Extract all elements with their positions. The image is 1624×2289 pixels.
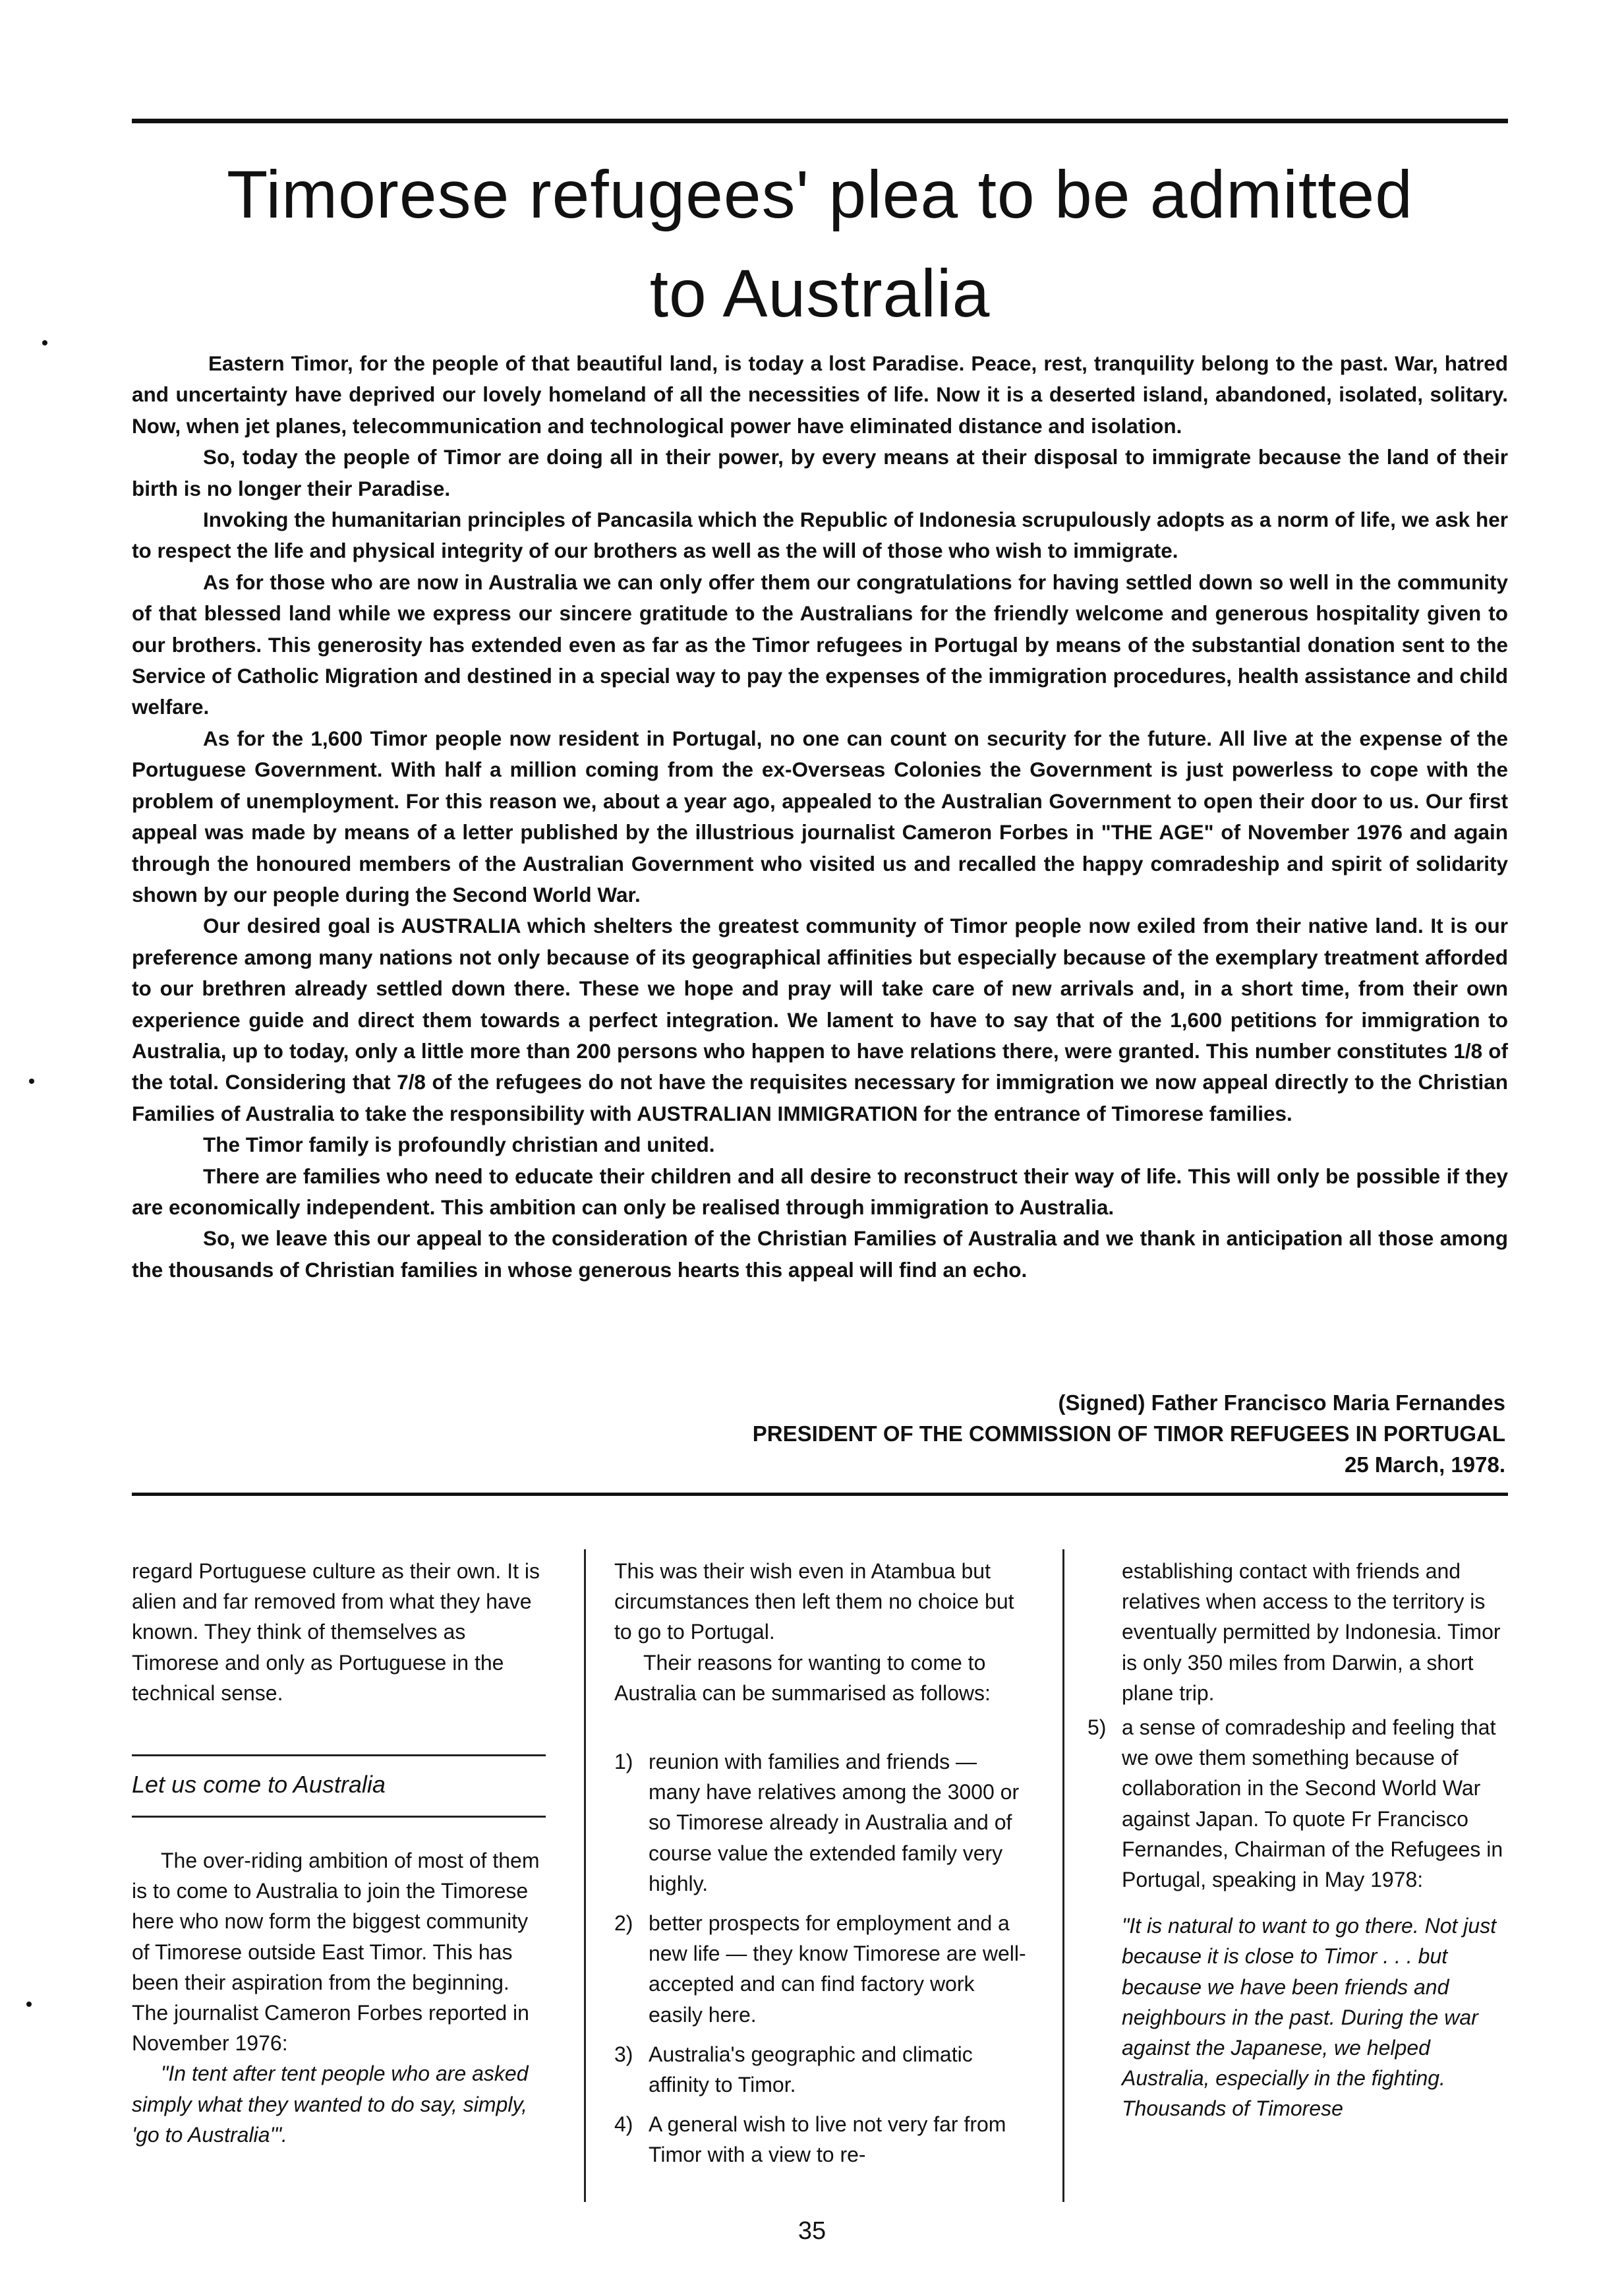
signature-date: 25 March, 1978. [1345, 1452, 1505, 1477]
list-item [614, 2039, 1030, 2100]
column-1 [132, 1556, 546, 2150]
list-item [1088, 1712, 1509, 1895]
list-text: reunion with families and friends — many have relatives among the 3000 or so Timorese already in Australia and of course value the extended family very highly. [649, 1750, 1020, 1895]
list-item [614, 1746, 1030, 1899]
list-number: 4) [614, 2112, 633, 2137]
column-1-intro: regard Portuguese culture as their own. It is alien and far removed from what they have known. They think of themselves as Timorese and only as Portuguese in the technical sense. [132, 1559, 540, 1705]
list-text: A general wish to live not very far from Timor with a view to re- [649, 2112, 1006, 2167]
letter-paragraph: The Timor family is profoundly christian and united. [203, 1133, 715, 1157]
signature-name: (Signed) Father Francisco Maria Fernandes [1058, 1390, 1505, 1415]
letter-paragraph: Invoking the humanitarian principles of Pancasila which the Republic of Indonesia scrupulously adopts as a norm of life, we ask her to respect the life and physical integrity of our brothers as well as the will of those who wish to immigrate. [132, 508, 1508, 563]
page-number: 35 [798, 2217, 826, 2245]
letter-signature [319, 1387, 1505, 1480]
refugee-letter [132, 348, 1508, 1286]
subhead-rule-top [132, 1754, 546, 1756]
list-number: 5) [1088, 1715, 1107, 1740]
column-3-continuation: establishing contact with friends and relatives when access to the territory is eventually permitted by Indonesia. Timor is only 350 miles from Darwin, a short plane trip. [1122, 1559, 1501, 1705]
column-1-body: The over-riding ambition of most of them is to come to Australia to join the Timorese here who now form the biggest community of Timorese outside East Timor. This has been their aspiration from the beginning. The journalist Cameron Forbes reported in November 1976: [132, 1849, 540, 2056]
list-number: 3) [614, 2042, 633, 2066]
column-2 [614, 1556, 1030, 2180]
article-title [132, 145, 1508, 343]
reasons-list-continued [1088, 1712, 1509, 1895]
column-divider [1062, 1549, 1064, 2202]
list-text: a sense of comradeship and feeling that we owe them something because of collaboration in the Second World War against Japan. To quote Fr Francisco Fernandes, Chairman of the Refugees in Portugal, speaking in May 1978: [1122, 1715, 1503, 1892]
list-item [614, 2109, 1030, 2170]
column-divider [584, 1549, 586, 2202]
letter-paragraph: As for those who are now in Australia we can only offer them our congratulations for having settled down so well in the community of that blessed land while we express our sincere gratitude to the Australians for the friendly welcome and generous hospitality given to our brothers. This generosity has extended even as far as the Timor refugees in Portugal by means of the substantial donation sent to the Service of Catholic Migration and destined in a special way to pay the expenses of the immigration procedures, health assistance and child welfare. [132, 570, 1508, 719]
list-number: 1) [614, 1750, 633, 1774]
subheading: Let us come to Australia [132, 1771, 386, 1798]
letter-paragraph: As for the 1,600 Timor people now resident in Portugal, no one can count on security for the future. All live at the expense of the Portuguese Government. With half a million coming from the ex-Overseas Colonies the Government is just powerless to cope with the problem of unemployment. For this reason we, about a year ago, appealed to the Australian Government to open their door to us. Our first appeal was made by means of a letter published by the illustrious journalist Cameron Forbes in "THE AGE" of November 1976 and again through the honoured members of the Australian Government who visited us and recalled the happy comradeship and spirit of solidarity shown by our people during the Second World War. [132, 726, 1508, 907]
list-text: better prospects for employment and a new life — they know Timorese are well-accepted and can find factory work easily here. [649, 1911, 1026, 2027]
title-line-2: to Australia [649, 256, 991, 331]
list-text: Australia's geographic and climatic affinity to Timor. [649, 2042, 973, 2097]
letter-paragraph: So, we leave this our appeal to the consideration of the Christian Families of Australia and we thank in anticipation all those among the thousands of Christian families in whose generous hearts this appeal will find an echo. [132, 1226, 1508, 1282]
scan-speck [42, 340, 47, 345]
letter-paragraph: Our desired goal is AUSTRALIA which shelters the greatest community of Timor people now exiled from their native land. It is our preference among many nations not only because of its geographical affinities but especially because of the exemplary treatment afforded to our brethren already settled down there. These we hope and pray will take care of new arrivals and, in a short time, from their own experience guide and direct them towards a perfect integration. We lament to have to say that of the 1,600 petitions for immigration to Australia, up to today, only a little more than 200 persons who happen to have relations there, were granted. This number constitutes 1/8 of the total. Considering that 7/8 of the refugees do not have the requisites necessary for immigration we now appeal directly to the Christian Families of Australia to take the responsibility with AUSTRALIAN IMMIGRATION for the entrance of Timorese families. [132, 914, 1508, 1125]
reasons-list [614, 1746, 1030, 2170]
letter-paragraph: There are families who need to educate their children and all desire to reconstruct their way of life. This will only be possible if they are economically independent. This ambition can only be realised through immigration to Australia. [132, 1164, 1508, 1219]
list-number: 2) [614, 1911, 633, 1936]
scan-speck [26, 2002, 32, 2007]
title-line-1: Timorese refugees' plea to be admitted [227, 157, 1413, 232]
column-3 [1088, 1556, 1509, 2124]
scan-speck [29, 1079, 34, 1084]
top-rule [132, 119, 1508, 123]
column-3-quote: "It is natural to want to go there. Not just because it is close to Timor . . . but because we have been friends and neighbours in the past. During the war against the Japanese, we helped Australia, especially in the fighting. Thousands of Timorese [1122, 1914, 1497, 2121]
column-1-quote: "In tent after tent people who are asked simply what they wanted to do say, simply, 'go to Australia'". [132, 2062, 529, 2147]
section-rule [132, 1493, 1508, 1496]
signature-title: PRESIDENT OF THE COMMISSION OF TIMOR REFUGEES IN PORTUGAL [752, 1421, 1505, 1446]
subhead-rule-bottom [132, 1816, 546, 1818]
letter-paragraph: Eastern Timor, for the people of that beautiful land, is today a lost Paradise. Peace, rest, tranquility belong to the past. War, hatred and uncertainty have deprived our lovely homeland of all the necessities of life. Now it is a deserted island, abandoned, isolated, solitary. Now, when jet planes, telecommunication and technological power have eliminated distance and isolation. [132, 351, 1508, 438]
column-2-paragraph: This was their wish even in Atambua but circumstances then left them no choice but to go to Portugal. [614, 1559, 1014, 1644]
letter-paragraph: So, today the people of Timor are doing all in their power, by every means at their disposal to immigrate because the land of their birth is no longer their Paradise. [132, 445, 1508, 500]
column-2-paragraph: Their reasons for wanting to come to Australia can be summarised as follows: [614, 1650, 991, 1705]
list-item [614, 1908, 1030, 2030]
